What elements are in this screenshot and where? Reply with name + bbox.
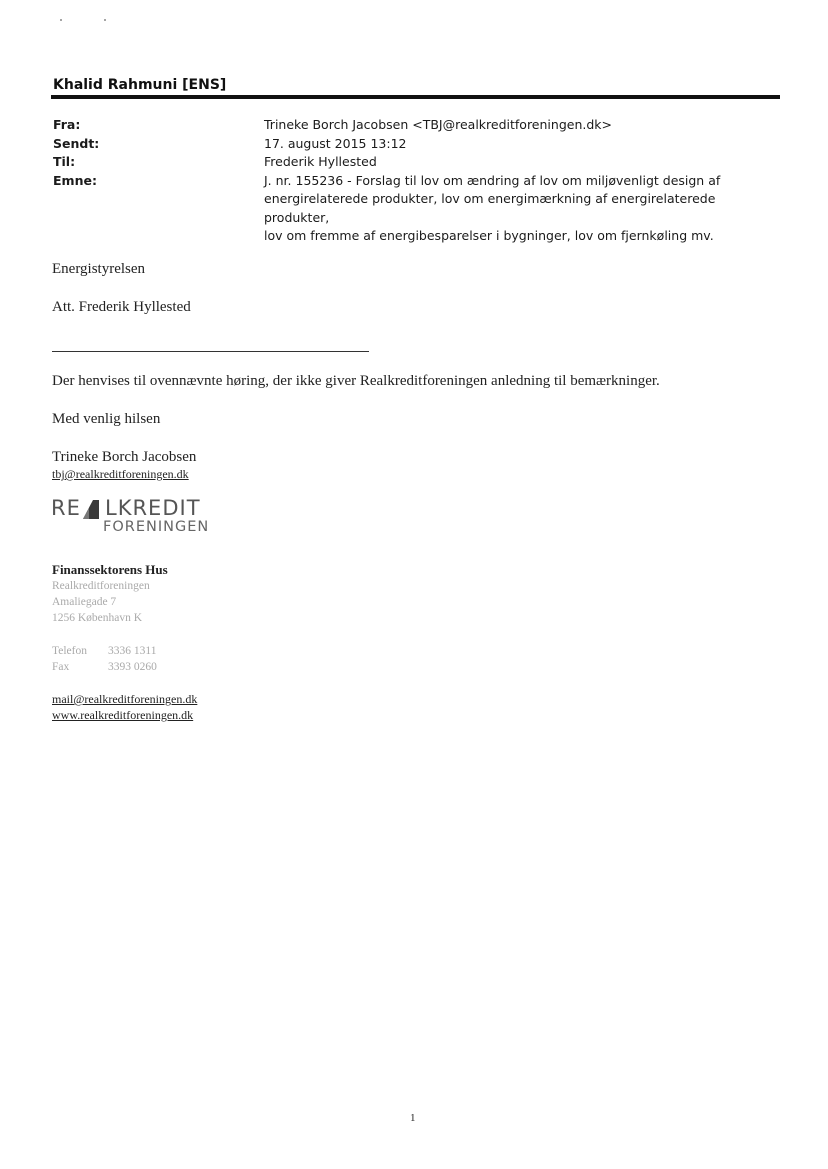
to-row	[53, 153, 783, 172]
logo-subtitle: FORENINGEN	[103, 519, 210, 535]
logo-text-left: RE	[51, 496, 81, 520]
sender-email-link[interactable]: tbj@realkreditforeningen.dk	[52, 467, 189, 481]
sent-value: 17. august 2015 13:12	[264, 135, 407, 151]
org-name: Realkreditforeningen	[52, 580, 150, 592]
sent-row	[53, 135, 783, 154]
subject-label: Emne:	[53, 172, 97, 188]
street: Amaliegade 7	[52, 596, 117, 608]
fax-value: 3393 0260	[108, 661, 157, 673]
fax-row	[52, 659, 157, 675]
scan-speck	[104, 19, 106, 21]
scan-speck	[60, 19, 62, 21]
subject-value	[264, 172, 783, 246]
subject-line: energirelaterede produkter, lov om energimærkning af energirelaterede produkter,	[264, 191, 716, 225]
website-link[interactable]: www.realkreditforeningen.dk	[52, 708, 194, 722]
email-header	[53, 116, 783, 246]
sent-label: Sendt:	[53, 135, 100, 151]
divider-line	[52, 351, 369, 352]
subject-line: J. nr. 155236 - Forslag til lov om ændring af lov om miljøvenligt design af	[264, 172, 721, 188]
address-block	[52, 562, 168, 626]
realkredit-logo	[51, 496, 221, 544]
fax-label: Fax	[52, 661, 70, 673]
mailbox-owner-name: Khalid Rahmuni [ENS]	[53, 77, 227, 93]
city: 1256 København K	[52, 612, 143, 624]
sender-name: Trineke Borch Jacobsen	[52, 449, 197, 465]
contact-block	[52, 643, 157, 675]
from-label: Fra:	[53, 117, 81, 132]
subject-line: lov om fremme af energibesparelser i bygninger, lov om fjernkøling mv.	[264, 228, 714, 243]
subject-row	[53, 172, 783, 246]
recipient-org: Energistyrelsen	[52, 261, 146, 277]
logo-text-right: LKREDIT	[105, 496, 201, 520]
message-text: Der henvises til ovennævnte høring, der ikke giver Realkreditforeningen anledning til bemærkninger.	[52, 373, 660, 389]
building-name: Finanssektorens Hus	[52, 562, 168, 577]
from-row	[53, 116, 783, 135]
to-value: Frederik Hyllested	[264, 154, 377, 169]
from-value: Trineke Borch Jacobsen <TBJ@realkreditforeningen.dk>	[264, 117, 612, 132]
page-number: 1	[410, 1112, 416, 1124]
phone-label: Telefon	[52, 645, 87, 657]
to-label: Til:	[53, 154, 76, 169]
phone-value: 3336 1311	[108, 645, 157, 657]
closing-text: Med venlig hilsen	[52, 411, 161, 427]
attention-line: Att. Frederik Hyllested	[52, 299, 191, 315]
header-rule	[51, 95, 780, 99]
links-block	[52, 691, 197, 723]
phone-row	[52, 643, 157, 659]
org-email-link[interactable]: mail@realkreditforeningen.dk	[52, 692, 198, 706]
logo-triangle-icon	[81, 499, 103, 519]
